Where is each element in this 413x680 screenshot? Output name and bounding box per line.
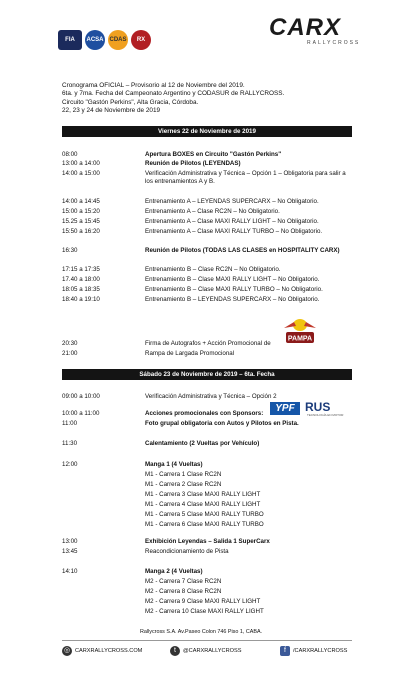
row-activity: M2 - Carrera 7 Clase RC2N — [145, 578, 222, 585]
row-time: 10:00 a 11:00 — [62, 410, 100, 417]
fia-logo: FIA — [58, 30, 82, 50]
row-time: 15:50 a 16:20 — [62, 228, 100, 235]
row-activity: M2 - Carrera 10 Clase MAXI RALLY LIGHT — [145, 608, 264, 615]
row-activity: Reunión de Pilotos (LEYENDAS) — [145, 160, 241, 167]
row-activity: Entrenamiento B – Clase MAXI RALLY LIGHT – No Obligatorio. — [145, 276, 320, 283]
promo-logo-text: PAMPA — [287, 335, 313, 343]
row-activity: Entrenamiento B – LEYENDAS SUPERCARX – No Obligatorio. — [145, 296, 320, 303]
facebook-icon: f — [280, 646, 290, 656]
row-activity: Verificación Administrativa y Técnica – Opción 1 – Obligatoria para salir a los entrenamientos A y B. — [145, 170, 346, 185]
intro-line: 6ta. y 7ma. Fecha del Campeonato Argentino y CODASUR de RALLYCROSS. — [62, 90, 285, 98]
row-time: 17:15 a 17:35 — [62, 266, 100, 273]
row-time: 11:30 — [62, 440, 78, 447]
row-activity: Entrenamiento A – LEYENDAS SUPERCARX – No Obligatorio. — [145, 198, 319, 205]
row-time: 13:45 — [62, 548, 78, 555]
row-time: 13:00 — [62, 538, 78, 545]
day2-title: Sábado 23 de Noviembre de 2019 – 6ta. Fecha — [62, 369, 352, 380]
row-time: 17.40 a 18:00 — [62, 276, 100, 283]
cdas-logo: CDAS — [108, 30, 128, 50]
federation-logos — [58, 26, 158, 54]
row-activity: Entrenamiento A – Clase MAXI RALLY TURBO – No Obligatorio. — [145, 228, 323, 235]
row-time: 08:00 — [62, 151, 78, 158]
row-time: 21:00 — [62, 350, 78, 357]
row-activity: M1 - Carrera 1 Clase RC2N — [145, 471, 222, 478]
row-time: 16:30 — [62, 247, 78, 254]
intro-line: Cronograma OFICIAL – Provisorio al 12 de Noviembre del 2019. — [62, 82, 245, 89]
row-activity: Apertura BOXES en Circuito "Gastón Perkins" — [145, 151, 282, 158]
row-activity: Entrenamiento A – Clase MAXI RALLY LIGHT – No Obligatorio. — [145, 218, 319, 225]
footer-address: Rallycross S.A. Av.Paseo Colon 746 Piso 1, CABA. — [140, 629, 263, 635]
row-time: 14:10 — [62, 568, 78, 575]
row-time: 15:00 a 15:20 — [62, 208, 100, 215]
row-time: 09:00 a 10:00 — [62, 393, 100, 400]
row-time: 18:05 a 18:35 — [62, 286, 100, 293]
rx-logo: RX — [131, 30, 151, 50]
row-activity: M1 - Carrera 3 Clase MAXI RALLY LIGHT — [145, 491, 261, 498]
row-activity: Entrenamiento A – Clase RC2N – No Obligatorio. — [145, 208, 280, 215]
row-activity: Manga 2 (4 Vueltas) — [145, 568, 203, 575]
row-time: 20:30 — [62, 340, 78, 347]
footer-divider — [62, 640, 352, 641]
footer-web[interactable] — [62, 646, 142, 656]
row-activity: Exhibición Leyendas – Salida 1 SuperCarx — [145, 538, 270, 545]
row-activity: M1 - Carrera 5 Clase MAXI RALLY TURBO — [145, 511, 264, 518]
footer-facebook[interactable] — [280, 646, 347, 656]
row-activity: Reunión de Pilotos (TODAS LAS CLASES en HOSPITALITY CARX) — [145, 247, 340, 254]
day1-title: Viernes 22 de Noviembre de 2019 — [62, 126, 352, 137]
intro-line: Circuito "Gastón Perkins", Alta Gracia, Córdoba. — [62, 98, 199, 106]
row-activity: M2 - Carrera 8 Clase RC2N — [145, 588, 222, 595]
row-activity: Reacondicionamiento de Pista — [145, 548, 229, 555]
row-activity: Manga 1 (4 Vueltas) — [145, 461, 203, 468]
carx-brand-sub: RALLYCROSS — [307, 40, 361, 46]
row-activity: Firma de Autografos + Acción Promocional de — [145, 340, 271, 347]
footer-facebook-text: /CARXRALLYCROSS — [293, 648, 348, 654]
ypf-logo: YPF — [270, 402, 300, 415]
row-time: 13:00 a 14:00 — [62, 160, 100, 167]
carx-brand: CARX — [269, 14, 342, 41]
footer-twitter[interactable] — [170, 646, 241, 656]
row-activity: Rampa de Largada Promocional — [145, 350, 235, 357]
acsa-logo: ACSA — [85, 30, 105, 50]
rus-logo-sub: TECNOLOGÍA EN MOTOR — [307, 413, 344, 417]
intro-line: 22, 23 y 24 de Noviembre de 2019 — [62, 106, 161, 114]
row-time: 11:00 — [62, 420, 78, 427]
row-activity: Verificación Administrativa y Técnica – Opción 2 — [145, 393, 277, 400]
footer-web-text: CARXRALLYCROSS.COM — [75, 648, 143, 654]
row-activity: M1 - Carrera 6 Clase MAXI RALLY TURBO — [145, 521, 264, 528]
row-activity: M2 - Carrera 9 Clase MAXI RALLY LIGHT — [145, 598, 261, 605]
row-activity: Acciones promocionales con Sponsors: — [145, 410, 264, 417]
row-activity: Foto grupal obligatoria con Autos y Pilotos en Pista. — [145, 420, 299, 427]
row-time: 14:00 a 15:00 — [62, 170, 100, 177]
intro-text — [62, 82, 284, 115]
row-time: 15.25 a 15:45 — [62, 218, 100, 225]
twitter-icon: t — [170, 646, 180, 656]
row-activity: Entrenamiento B – Clase RC2N – No Obligatorio. — [145, 266, 281, 273]
rus-logo: RUS — [305, 400, 331, 414]
row-time: 18:40 a 19:10 — [62, 296, 100, 303]
row-activity: Calentamiento (2 Vueltas por Vehículo) — [145, 440, 260, 447]
footer-twitter-text: @CARXRALLYCROSS — [183, 648, 242, 654]
row-time: 12:00 — [62, 461, 78, 468]
row-time: 14:00 a 14:45 — [62, 198, 100, 205]
row-activity: Entrenamiento B – Clase MAXI RALLY TURBO – No Obligatorio. — [145, 286, 323, 293]
row-activity: M1 - Carrera 2 Clase RC2N — [145, 481, 222, 488]
globe-icon: ◎ — [63, 647, 71, 654]
row-activity: M1 - Carrera 4 Clase MAXI RALLY LIGHT — [145, 501, 261, 508]
carx-logo — [269, 16, 361, 46]
